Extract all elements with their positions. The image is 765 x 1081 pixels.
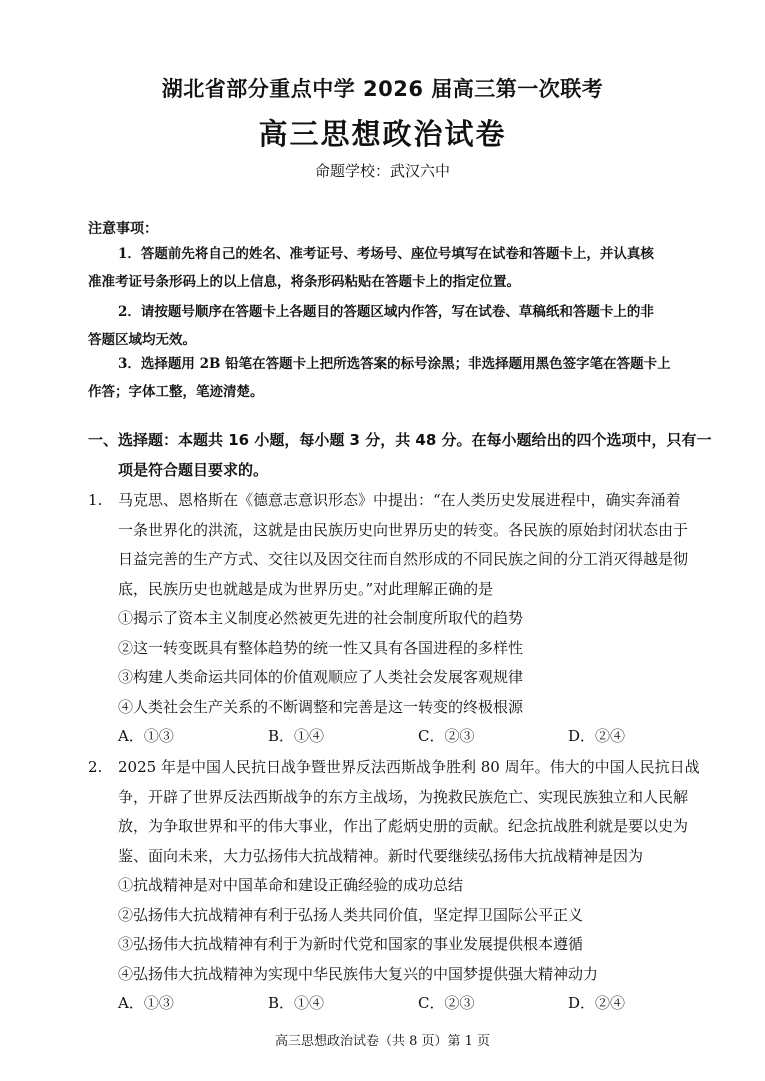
question-stem-line: 日益完善的生产方式、交往以及因交往而自然形成的不同民族之间的分工消灭得越是彻 — [118, 550, 689, 568]
notice-line: 3．选择题用 2B 铅笔在答题卡上把所选答案的标号涂黑；非选择题用黑色签字笔在答题卡上 — [118, 356, 671, 372]
statement-option: ③构建人类命运共同体的价值观顺应了人类社会发展客观规律 — [118, 668, 524, 686]
section-heading — [88, 425, 738, 485]
notice-line: 准准考证号条形码上的以上信息，将条形码粘贴在答题卡上的指定位置。 — [88, 274, 520, 290]
choice-b: B．①④ — [268, 994, 325, 1012]
choice-d: D．②④ — [568, 994, 626, 1012]
answer-choices — [88, 722, 738, 752]
school-line: 命题学校：武汉六中 — [314, 162, 450, 180]
subject-title: 高三思想政治试卷 — [258, 117, 507, 151]
choice-c: C．②③ — [418, 994, 475, 1012]
notice-item-3 — [88, 350, 728, 406]
statement-option: ④人类社会生产关系的不断调整和完善是这一转变的终极根源 — [118, 697, 524, 716]
notice-heading: 注意事项： — [88, 221, 158, 237]
question-2 — [88, 753, 738, 1019]
choice-a: A．①③ — [118, 994, 174, 1012]
question-stem-line: 2025 年是中国人民抗日战争暨世界反法西斯战争胜利 80 周年。伟大的中国人民抗日战 — [118, 758, 700, 776]
statement-option: ④弘扬伟大抗战精神为实现中华民族伟大复兴的中国梦提供强大精神动力 — [118, 964, 599, 983]
question-stem-line: 一条世界化的洪流，这就是由民族历史向世界历史的转变。各民族的原始封闭状态由于 — [118, 520, 689, 539]
question-1 — [88, 486, 738, 752]
question-stem-line: 马克思、恩格斯在《德意志意识形态》中提出：“在人类历史发展进程中，确实奔涌着 — [118, 491, 681, 509]
choice-a: A．①③ — [118, 727, 174, 745]
notice-line: 2．请按题号顺序在答题卡上各题目的答题区域内作答，写在试卷、草稿纸和答题卡上的非 — [118, 304, 654, 320]
statement-option: ②弘扬伟大抗战精神有利于弘扬人类共同价值，坚定捍卫国际公平正义 — [118, 905, 584, 924]
notice-item-1 — [88, 240, 728, 296]
page-footer: 高三思想政治试卷（共 8 页）第 1 页 — [274, 1034, 491, 1049]
question-stem-line: 放，为争取世界和平的伟大事业，作出了彪炳史册的贡献。纪念抗战胜利就是要以史为 — [118, 817, 689, 835]
statement-option: ①抗战精神是对中国革命和建设正确经验的成功总结 — [118, 876, 464, 894]
question-number: 1. — [88, 491, 103, 509]
question-stem-line: 鉴、面向未来，大力弘扬伟大抗战精神。新时代要继续弘扬伟大抗战精神是因为 — [118, 846, 644, 865]
notice-line: 作答；字体工整，笔迹清楚。 — [88, 384, 264, 400]
choice-b: B．①④ — [268, 727, 325, 745]
question-number: 2. — [88, 758, 103, 776]
exam-title: 湖北省部分重点中学 2026 届高三第一次联考 — [161, 77, 604, 101]
choice-c: C．②③ — [418, 727, 475, 745]
choice-d: D．②④ — [568, 727, 626, 745]
section-line: 项是符合题目要求的。 — [118, 461, 269, 479]
notice-item-2 — [88, 298, 728, 354]
section-line: 一、选择题：本题共 16 小题，每小题 3 分，共 48 分。在每小题给出的四个选项中，只有一 — [88, 431, 712, 449]
notice-line: 1．答题前先将自己的姓名、准考证号、考场号、座位号填写在试卷和答题卡上，并认真核 — [118, 246, 654, 262]
question-stem-line: 底，民族历史也就越是成为世界历史。”对此理解正确的是 — [118, 579, 494, 598]
statement-option: ③弘扬伟大抗战精神有利于为新时代党和国家的事业发展提供根本遵循 — [118, 935, 584, 953]
statement-option: ②这一转变既具有整体趋势的统一性又具有各国进程的多样性 — [118, 638, 524, 657]
answer-choices — [88, 989, 738, 1019]
statement-option: ①揭示了资本主义制度必然被更先进的社会制度所取代的趋势 — [118, 609, 524, 627]
question-stem-line: 争，开辟了世界反法西斯战争的东方主战场，为挽救民族危亡、实现民族独立和人民解 — [118, 787, 689, 806]
notice-line: 答题区域均无效。 — [88, 332, 196, 348]
